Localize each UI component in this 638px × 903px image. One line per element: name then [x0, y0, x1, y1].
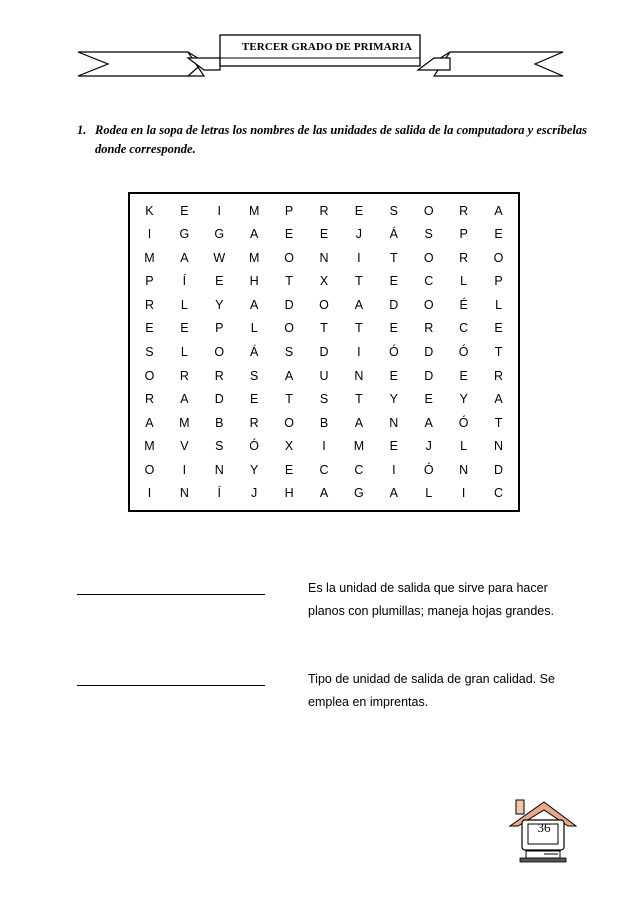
clue-1-line-2: planos con plumillas; maneja hojas grandes. [308, 604, 554, 618]
letter-cell[interactable]: K [145, 203, 154, 218]
clue-2-line-2: emplea en imprentas. [308, 695, 429, 709]
letter-cell[interactable]: A [319, 486, 329, 501]
letter-cell[interactable]: D [494, 462, 504, 477]
page-number: 36 [537, 820, 551, 835]
letter-cell[interactable]: E [319, 227, 329, 242]
letter-cell[interactable]: L [460, 274, 468, 289]
letter-cell[interactable]: S [319, 392, 329, 407]
letter-cell[interactable]: V [180, 439, 189, 454]
letter-cell[interactable]: T [355, 274, 363, 289]
answer-line-2[interactable] [77, 685, 265, 686]
letter-cell[interactable]: M [144, 250, 155, 265]
letter-cell[interactable]: Ó [423, 462, 434, 477]
letter-cell[interactable]: J [425, 439, 432, 454]
letter-cell[interactable]: C [319, 462, 329, 477]
exercise-number: 1. [77, 123, 87, 137]
letter-cell[interactable]: M [179, 415, 190, 430]
letter-cell[interactable]: J [251, 486, 258, 501]
letter-cell[interactable]: R [249, 415, 259, 430]
letter-cell[interactable]: P [215, 321, 224, 336]
letter-cell[interactable]: S [145, 344, 154, 359]
letter-cell[interactable]: O [284, 321, 294, 336]
letter-cell[interactable]: A [494, 203, 503, 218]
letter-cell[interactable]: E [180, 321, 189, 336]
letter-cell[interactable]: Ó [458, 415, 469, 430]
letter-cell[interactable]: R [494, 368, 504, 383]
letter-cell[interactable]: D [214, 392, 224, 407]
letter-cell[interactable]: E [459, 368, 468, 383]
letter-cell[interactable]: D [389, 297, 399, 312]
letter-cell[interactable]: Ó [388, 344, 399, 359]
letter-cell[interactable]: S [389, 203, 398, 218]
letter-cell[interactable]: Á [389, 227, 398, 242]
letter-cell[interactable]: E [389, 274, 398, 289]
letter-cell[interactable]: A [354, 297, 364, 312]
letter-cell[interactable]: A [494, 392, 503, 407]
letter-cell[interactable]: A [354, 415, 364, 430]
word-search-grid [128, 192, 520, 512]
letter-cell[interactable]: C [459, 321, 469, 336]
letter-cell[interactable]: L [425, 486, 433, 501]
letter-cell[interactable]: E [424, 392, 433, 407]
letter-cell[interactable]: M [353, 439, 365, 454]
letter-cell[interactable]: Í [217, 486, 221, 501]
exercise-instruction-text: Rodea en la sopa de letras los nombres de las unidades de salida de la computadora y escríbelas donde corresponde. [95, 123, 588, 156]
letter-cell[interactable]: G [214, 227, 225, 242]
letter-cell[interactable]: T [320, 321, 328, 336]
letter-cell[interactable]: R [459, 250, 469, 265]
letter-cell[interactable]: A [250, 297, 259, 312]
letter-cell[interactable]: Í [182, 274, 187, 289]
letter-cell[interactable]: Y [250, 462, 259, 477]
letter-cell[interactable]: A [145, 415, 154, 430]
banner-title: TERCER GRADO DE PRIMARIA [241, 41, 413, 53]
letter-cell[interactable]: O [493, 250, 504, 265]
letter-cell[interactable]: S [250, 368, 259, 383]
letter-cell[interactable]: R [179, 368, 189, 383]
letter-cell[interactable]: Y [389, 392, 398, 407]
letter-cell[interactable]: T [389, 250, 398, 265]
letter-cell[interactable]: O [284, 250, 294, 265]
letter-cell[interactable]: R [144, 297, 154, 312]
letter-cell[interactable]: O [423, 250, 434, 265]
letter-cell[interactable]: N [459, 462, 469, 477]
letter-cell[interactable]: S [215, 439, 224, 454]
letter-cell[interactable]: A [424, 415, 433, 430]
letter-cell[interactable]: T [285, 274, 293, 289]
letter-cell[interactable]: O [284, 415, 294, 430]
letter-cell[interactable]: B [215, 415, 224, 430]
letter-cell[interactable]: I [322, 439, 326, 454]
letter-cell[interactable]: G [179, 227, 190, 242]
header-banner [0, 0, 638, 95]
letter-cell[interactable]: E [284, 227, 294, 242]
letter-cell[interactable]: T [494, 415, 503, 430]
letter-cell[interactable]: C [494, 486, 504, 501]
letter-cell[interactable]: M [248, 203, 260, 218]
letter-cell[interactable]: E [180, 203, 189, 218]
letter-cell[interactable]: R [424, 321, 434, 336]
letter-cell[interactable]: P [494, 274, 503, 289]
letter-cell[interactable]: A [250, 227, 259, 242]
letter-cell[interactable]: A [180, 392, 189, 407]
letter-cell[interactable]: U [319, 368, 329, 383]
answer-line-1[interactable] [77, 594, 265, 595]
letter-cell[interactable]: A [180, 250, 189, 265]
letter-cell[interactable]: O [319, 297, 329, 312]
letter-cell[interactable]: T [494, 344, 503, 359]
letter-cell[interactable]: Y [215, 297, 224, 312]
letter-cell[interactable]: I [217, 203, 221, 218]
letter-cell[interactable]: L [180, 344, 188, 359]
letter-cell[interactable]: H [284, 486, 294, 501]
letter-cell[interactable]: Ó [249, 439, 260, 454]
letter-cell[interactable]: I [357, 344, 361, 359]
letter-cell[interactable]: E [145, 321, 154, 336]
letter-cell[interactable]: I [182, 462, 187, 477]
letter-cell[interactable]: E [215, 274, 224, 289]
letter-cell[interactable]: D [424, 368, 434, 383]
letter-cell[interactable]: O [423, 203, 434, 218]
letter-cell[interactable]: E [250, 392, 259, 407]
letter-cell[interactable]: B [319, 415, 329, 430]
letter-cell[interactable]: O [214, 344, 225, 359]
letter-cell[interactable]: E [389, 368, 398, 383]
clue-2 [308, 668, 578, 714]
letter-cell[interactable]: C [424, 274, 434, 289]
letter-cell[interactable]: T [355, 392, 363, 407]
letter-cell[interactable]: X [319, 274, 329, 289]
letter-cell[interactable]: R [319, 203, 329, 218]
letter-cell[interactable]: T [355, 321, 363, 336]
letter-cell[interactable]: X [284, 439, 294, 454]
letter-cell[interactable]: N [179, 486, 189, 501]
letter-cell[interactable]: E [389, 439, 398, 454]
letter-cell[interactable]: E [389, 321, 398, 336]
letter-cell[interactable]: N [354, 368, 364, 383]
letter-cell[interactable]: J [355, 227, 363, 242]
clue-1 [308, 577, 578, 623]
exercise-instruction [77, 121, 587, 159]
letter-cell[interactable]: E [354, 203, 364, 218]
letter-cell[interactable]: S [284, 344, 294, 359]
letter-cell[interactable]: W [213, 250, 226, 265]
letter-cell[interactable]: L [180, 297, 188, 312]
letter-cell[interactable]: N [389, 415, 399, 430]
letter-cell[interactable]: C [354, 462, 364, 477]
letter-cell[interactable]: E [494, 227, 503, 242]
letter-cell[interactable]: M [248, 250, 260, 265]
clue-2-line-1: Tipo de unidad de salida de gran calidad. Se [308, 672, 555, 686]
letter-cell[interactable]: R [214, 368, 224, 383]
letter-cell[interactable]: Á [250, 344, 259, 359]
letter-cell[interactable]: I [147, 227, 152, 242]
letter-cell[interactable]: D [284, 297, 294, 312]
letter-cell[interactable]: O [423, 297, 434, 312]
letter-cell[interactable]: N [319, 250, 329, 265]
letter-cell[interactable]: I [392, 462, 396, 477]
letter-cell[interactable]: D [424, 344, 434, 359]
letter-cell[interactable]: N [494, 439, 504, 454]
letter-cell[interactable]: P [459, 227, 468, 242]
clue-1-line-1: Es la unidad de salida que sirve para hacer [308, 581, 548, 595]
letter-cell[interactable]: O [144, 462, 155, 477]
letter-cell[interactable]: O [144, 368, 155, 383]
letter-cell[interactable]: I [357, 250, 361, 265]
letter-cell[interactable]: P [145, 274, 154, 289]
letter-cell[interactable]: Ó [458, 344, 469, 359]
letter-cell[interactable]: É [459, 297, 468, 312]
letter-cell[interactable]: A [284, 368, 294, 383]
letter-cell[interactable]: H [249, 274, 259, 289]
letter-cell[interactable]: R [459, 203, 469, 218]
letter-cell[interactable]: D [319, 344, 329, 359]
letter-cell[interactable]: M [144, 439, 155, 454]
letter-cell[interactable]: E [284, 462, 294, 477]
letter-cell[interactable]: T [285, 392, 293, 407]
letter-cell[interactable]: N [214, 462, 224, 477]
letter-cell[interactable]: A [389, 486, 398, 501]
letter-cell[interactable]: S [424, 227, 433, 242]
letter-cell[interactable]: E [494, 321, 503, 336]
letter-cell[interactable]: L [460, 439, 468, 454]
letter-cell[interactable]: I [147, 486, 152, 501]
letter-cell[interactable]: R [144, 392, 154, 407]
letter-cell[interactable]: Y [459, 392, 468, 407]
letter-cell[interactable]: P [284, 203, 294, 218]
letter-cell[interactable]: I [461, 486, 466, 501]
letter-cell[interactable]: L [495, 297, 503, 312]
letter-cell[interactable]: G [354, 486, 364, 501]
letter-cell[interactable]: L [250, 321, 258, 336]
